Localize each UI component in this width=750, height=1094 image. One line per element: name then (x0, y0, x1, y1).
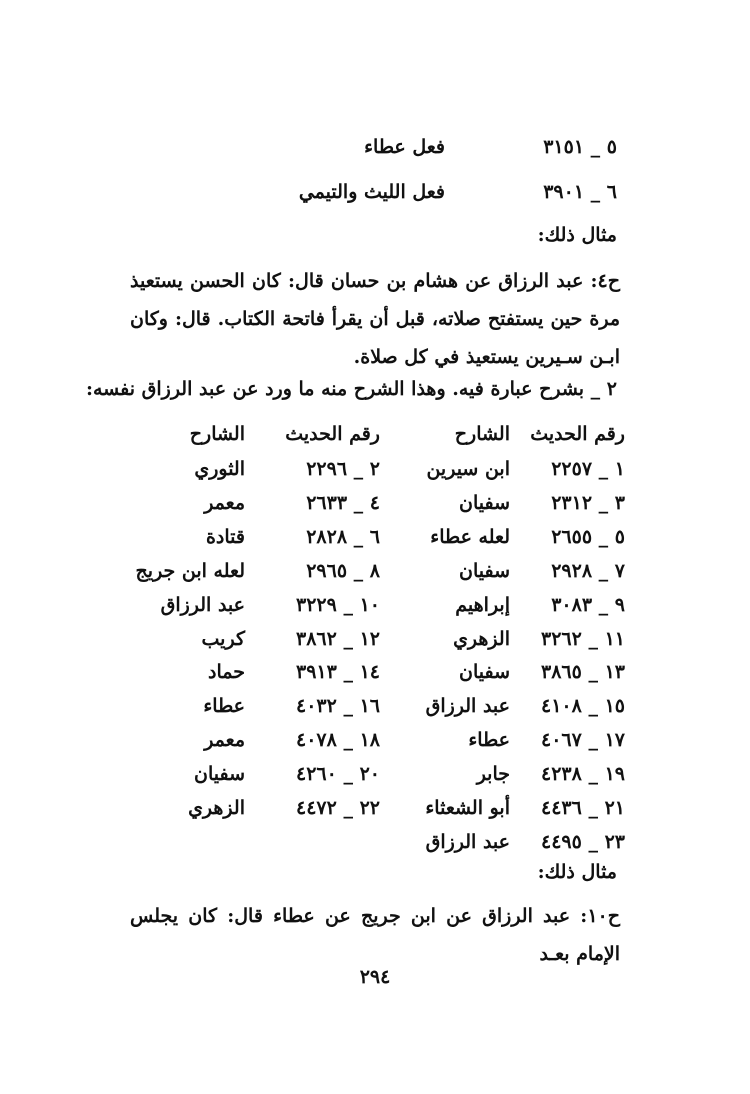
hadith-number: ١٩ _ ٤٢٣٨ (541, 763, 625, 785)
hadith-number: ١٥ _ ٤١٠٨ (541, 695, 625, 717)
commentator: عبد الرزاق (425, 695, 510, 717)
commentator: سفيان (458, 492, 510, 514)
table-row (120, 526, 625, 556)
commentator: الزهري (453, 628, 510, 650)
table-row (120, 594, 625, 624)
table-row (120, 763, 625, 793)
table-row (120, 661, 625, 691)
header-commentator-2: الشارح (189, 423, 245, 445)
example-heading-1: مثال ذلك: (537, 224, 617, 246)
commentator: عطاء (203, 695, 245, 717)
hadith-number: ٢ _ ٢٢٩٦ (306, 458, 380, 480)
commentator: حماد (208, 661, 245, 683)
header-hadith-number-1: رقم الحديث (530, 423, 625, 445)
commentator: سفيان (458, 661, 510, 683)
entry-6-number: ٦ _ ٣٩٠١ (543, 181, 617, 203)
hadith-number: ١٤ _ ٣٩١٣ (296, 661, 380, 683)
header-hadith-number-2: رقم الحديث (285, 423, 380, 445)
example-heading-2: مثال ذلك: (537, 861, 617, 883)
hadith-10-paragraph: ح١٠: عبد الرزاق عن ابن جريج عن عطاء قال: كان يجلس الإمام بعـد (130, 905, 620, 965)
entry-6-text: فعل الليث والتيمي (298, 181, 445, 203)
hadith-number: ١٠ _ ٣٢٢٩ (296, 594, 380, 616)
hadith-number: ٦ _ ٢٨٢٨ (306, 526, 380, 548)
table-row (120, 729, 625, 759)
commentator: لعله ابن جريج (135, 560, 245, 582)
hadith-number: ١٢ _ ٣٨٦٢ (296, 628, 380, 650)
commentator: الزهري (188, 797, 245, 819)
header-commentator-1: الشارح (454, 423, 510, 445)
hadith-number: ١٨ _ ٤٠٧٨ (296, 729, 380, 751)
hadith-number: ١ _ ٢٢٥٧ (551, 458, 625, 480)
hadith-number: ٢٢ _ ٤٤٧٢ (296, 797, 380, 819)
hadith-number: ١٣ _ ٣٨٦٥ (541, 661, 625, 683)
table-header-row (120, 423, 625, 453)
commentator: أبو الشعثاء (425, 797, 510, 819)
hadith-number: ٢٣ _ ٤٤٩٥ (541, 831, 625, 853)
page-number: ٢٩٤ (359, 966, 391, 988)
hadith-number: ٨ _ ٢٩٦٥ (306, 560, 380, 582)
hadith-number: ٣ _ ٢٣١٢ (551, 492, 625, 514)
commentator: إبراهيم (455, 594, 510, 616)
table-row (120, 797, 625, 827)
commentator: سفيان (193, 763, 245, 785)
commentator: معمر (204, 492, 245, 514)
table-row (120, 628, 625, 658)
table-row (120, 492, 625, 522)
hadith-number: ١٧ _ ٤٠٦٧ (541, 729, 625, 751)
table-row (120, 695, 625, 725)
hadith-number: ٤ _ ٢٦٣٣ (306, 492, 380, 514)
commentator: لعله عطاء (430, 526, 510, 548)
hadith-number: ١١ _ ٣٢٦٢ (541, 628, 625, 650)
commentator: عبد الرزاق (160, 594, 245, 616)
hadith-number: ٥ _ ٢٦٥٥ (551, 526, 625, 548)
table-row (120, 560, 625, 590)
table-row (120, 458, 625, 488)
commentator: عبد الرزاق (425, 831, 510, 853)
commentator: سفيان (458, 560, 510, 582)
entry-5-number: ٥ _ ٣١٥١ (543, 136, 617, 158)
commentator: كريب (201, 628, 245, 650)
hadith-number: ٢١ _ ٤٤٣٦ (541, 797, 625, 819)
commentator: ابن سيرين (426, 458, 510, 480)
entry-5-text: فعل عطاء (364, 136, 445, 158)
hadith-number: ٩ _ ٣٠٨٣ (551, 594, 625, 616)
hadith-4-paragraph: ح٤: عبد الرزاق عن هشام بن حسان قال: كان الحسن يستعيذ مرة حين يستفتح صلاته، قبل أن يقرأ فاتحة الكتاب. قال: وكان ابـن سـيرين يستعيذ في كل صلاة. (130, 270, 620, 368)
table-row (120, 831, 625, 861)
commentator: الثوري (194, 458, 245, 480)
commentator: جابر (476, 763, 510, 785)
commentator: قتادة (205, 526, 245, 548)
hadith-number: ٧ _ ٢٩٢٨ (551, 560, 625, 582)
hadith-number: ١٦ _ ٤٠٣٢ (296, 695, 380, 717)
hadith-number: ٢٠ _ ٤٢٦٠ (296, 763, 380, 785)
section-2-heading: ٢ _ بشرح عبارة فيه. وهذا الشرح منه ما ورد عن عبد الرزاق نفسه: (85, 378, 617, 400)
commentator: معمر (204, 729, 245, 751)
commentator: عطاء (468, 729, 510, 751)
